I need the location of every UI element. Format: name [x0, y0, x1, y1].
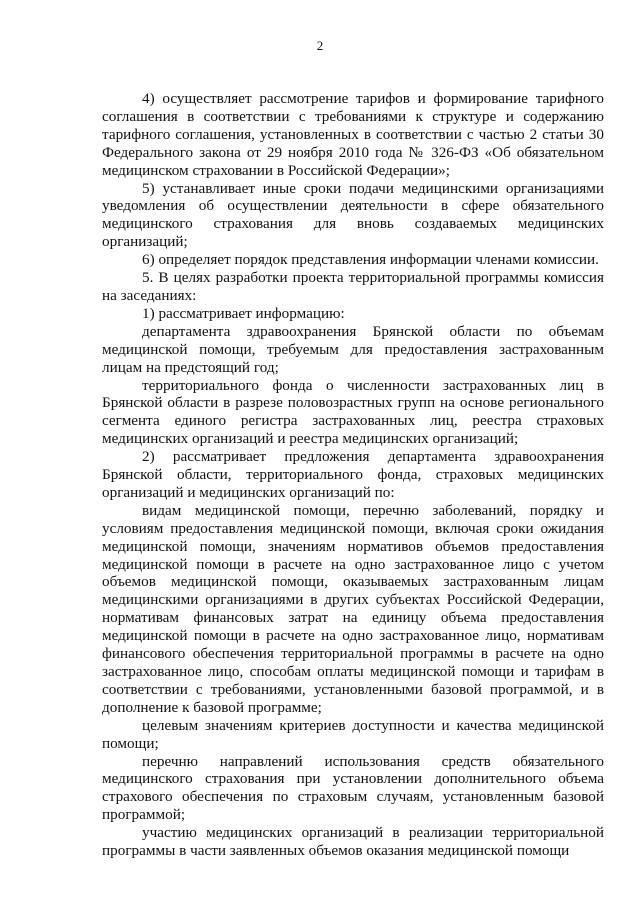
paragraph-info-department: департамента здравоохранения Брянской области по объемам медицинской помощи, требуемым для предоставления застрахованным лицам на предстоящий год;	[102, 322, 604, 376]
paragraph-subitem-2: 2) рассматривает предложения департамента здравоохранения Брянской области, территориального фонда, страховых медицинских организаций и медицинских организаций по:	[102, 448, 604, 501]
document-body	[102, 90, 604, 860]
paragraph-section-5: 5. В целях разработки проекта территориальной программы комиссия на заседаниях:	[102, 269, 604, 304]
paragraph-item-6: 6) определяет порядок представления информации членами комиссии.	[142, 251, 599, 269]
paragraph-proposal-types: видам медицинской помощи, перечню заболеваний, порядку и условиям предоставления медицинской помощи, включая сроки ожидания медицинской помощи, значениям нормативов объемов предоставления медицинской помощи в расчете на одно застрахованное лицо с учетом объемов медицинской помощи, оказываемых застрахованным лицам медицинскими организациями в других субъектах Российской Федерации, нормативам финансовых затрат на единицу объема предоставления медицинской помощи в расчете на одно застрахованное лицо, нормативам финансового обеспечения территориальной программы в расчете на одно застрахованное лицо, способам оплаты медицинской помощи и тарифам в соответствии с требованиями, установленными базовой программой, и в дополнение к базовой программе;	[102, 501, 604, 716]
paragraph-item-5: 5) устанавливает иные сроки подачи медицинскими организациями уведомления об осуществлении деятельности в сфере обязательного медицинского страхования для вновь создаваемых медицинских организаций;	[102, 179, 604, 251]
paragraph-info-territorial-fund: территориального фонда о численности застрахованных лиц в Брянской области в разрезе половозрастных групп на основе регионального сегмента единого регистра застрахованных лиц, реестра страховых медицинских организаций и реестра медицинских организаций;	[102, 376, 604, 448]
paragraph-proposal-criteria: целевым значениям критериев доступности и качества медицинской помощи;	[102, 716, 604, 752]
page-number: 2	[316, 38, 324, 53]
paragraph-proposal-directions: перечню направлений использования средств обязательного медицинского страхования при установлении дополнительного объема страхового обеспечения по страховым случаям, установленным базовой программой;	[102, 752, 604, 824]
paragraph-item-4: 4) осуществляет рассмотрение тарифов и формирование тарифного соглашения в соответствии с требованиями к структуре и содержанию тарифного соглашения, установленных в соответствии с частью 2 статьи 30 Федерального закона от 29 ноября 2010 года № 326-ФЗ «Об обязательном медицинском страховании в Российской Федерации»;	[102, 90, 604, 179]
paragraph-subitem-1: 1) рассматривает информацию:	[142, 304, 345, 322]
paragraph-proposal-participation: участию медицинских организаций в реализации территориальной программы в части заявленных объемов оказания медицинской помощи	[102, 824, 604, 860]
